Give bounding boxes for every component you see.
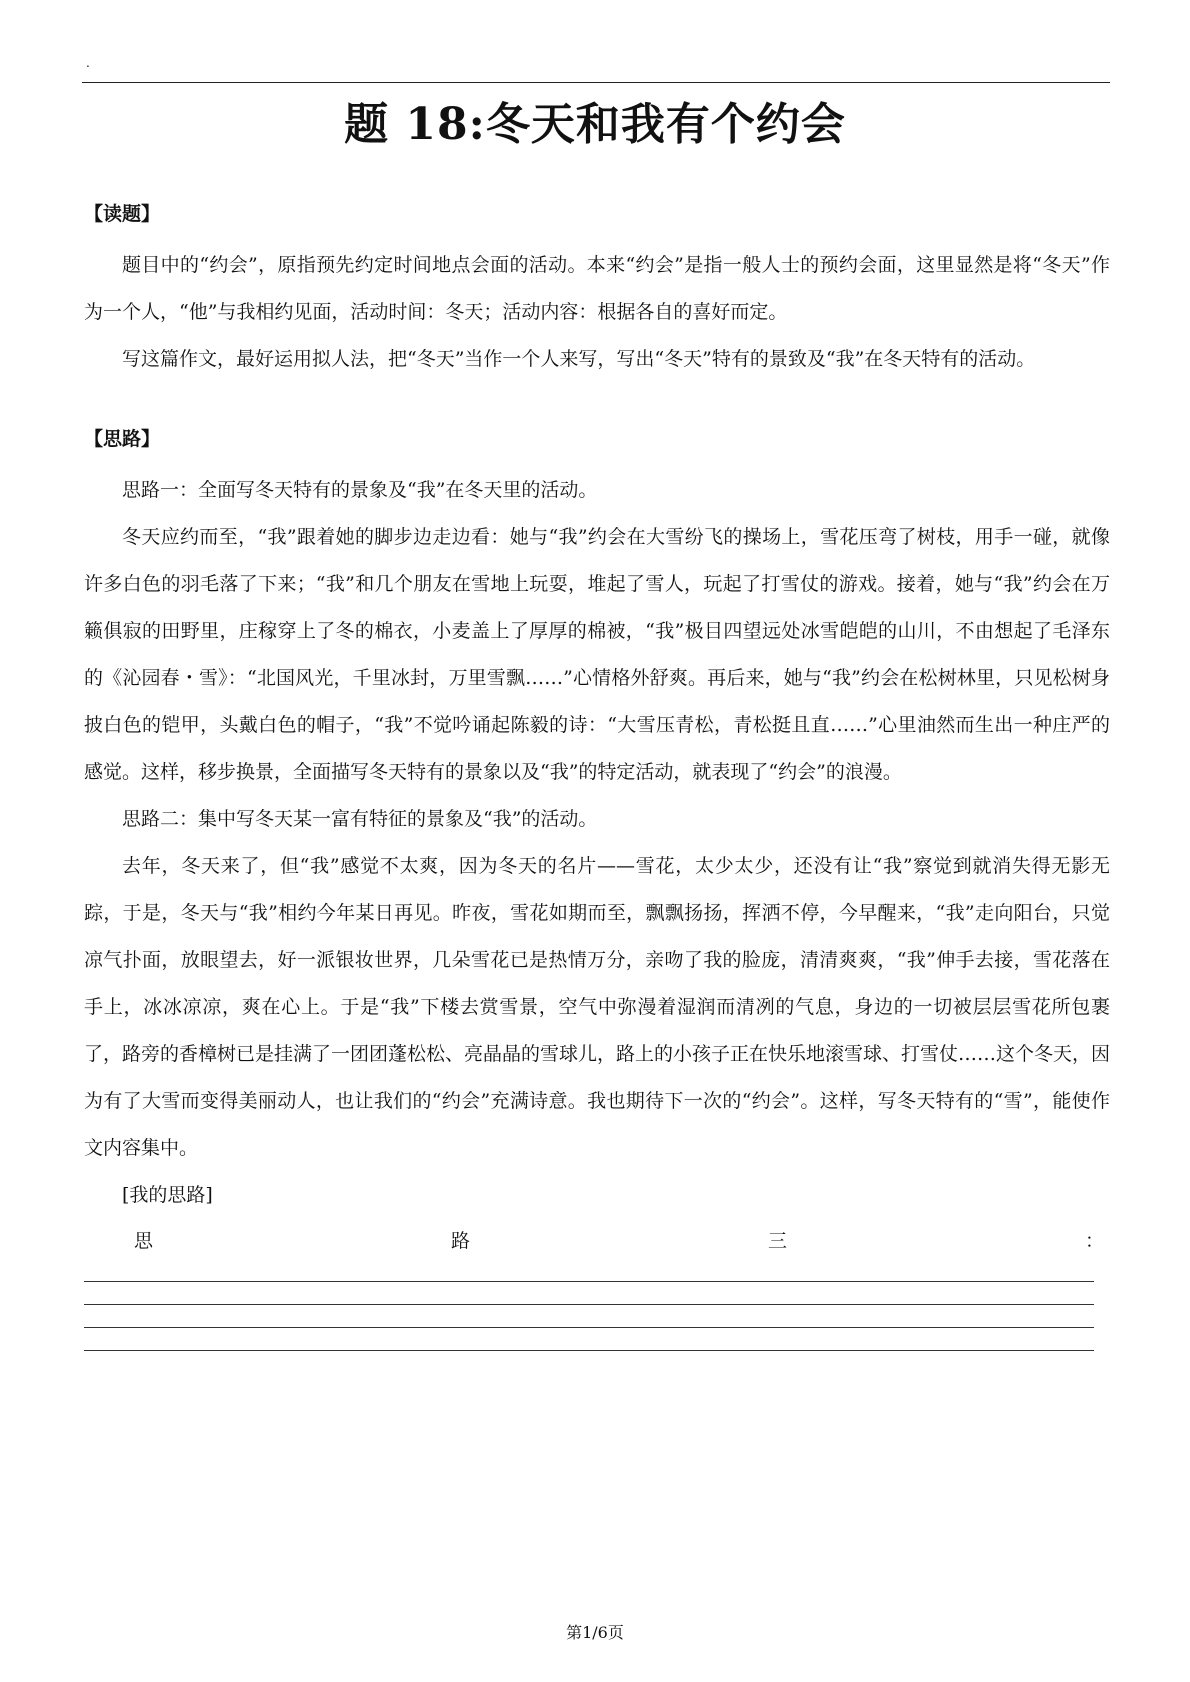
page-title: 题 18:冬天和我有个约会 (344, 99, 846, 150)
idea-three-char-3: 三 (767, 1230, 787, 1252)
idea-three-prompt (84, 1219, 1110, 1263)
idea-one-body: 冬天应约而至，“我”跟着她的脚步边走边看：她与“我”约会在大雪纷飞的操场上，雪花压弯了树枝，用手一碰，就像许多白色的羽毛落了下来；“我”和几个朋友在雪地上玩耍，堆起了雪人，玩起了打雪仗的游戏。接着，她与“我”约会在万籁俱寂的田野里，庄稼穿上了冬的棉衣，小麦盖上了厚厚的棉被，“我”极目四望远处冰雪皑皑的山川，不由想起了毛泽东的《沁园春・雪》：“北国风光，千里冰封，万里雪飘……”心情格外舒爽。再后来，她与“我”约会在松树林里，只见松树身披白色的铠甲，头戴白色的帽子，“我”不觉吟诵起陈毅的诗：“大雪压青松，青松挺且直……”心里油然而生出一种庄严的感觉。这样，移步换景，全面描写冬天特有的景象以及“我”的特定活动，就表现了“约会”的浪漫。 (84, 526, 1110, 783)
idea-two-body: 去年，冬天来了，但“我”感觉不太爽，因为冬天的名片——雪花，太少太少，还没有让“我”察觉到就消失得无影无踪，于是，冬天与“我”相约今年某日再见。昨夜，雪花如期而至，飘飘扬扬，挥洒不停，今早醒来，“我”走向阳台，只觉凉气扑面，放眼望去，好一派银妆世界，几朵雪花已是热情万分，亲吻了我的脸庞，清清爽爽，“我”伸手去接，雪花落在手上，冰冰凉凉，爽在心上。于是“我”下楼去赏雪景，空气中弥漫着湿润而清冽的气息，身边的一切被层层雪花所包裹了，路旁的香樟树已是挂满了一团团蓬松松、亮晶晶的雪球儿，路上的小孩子正在快乐地滚雪球、打雪仗……这个冬天，因为有了大雪而变得美丽动人，也让我们的“约会”充满诗意。我也期待下一次的“约会”。这样，写冬天特有的“雪”，能使作文内容集中。 (84, 855, 1111, 1159)
answer-line-4[interactable] (84, 1350, 1094, 1351)
header-rule (82, 82, 1110, 83)
answer-line-1[interactable] (84, 1281, 1094, 1282)
idea-one-heading: 思路一：全面写冬天特有的景象及“我”在冬天里的活动。 (122, 479, 598, 501)
header-mark: . (86, 56, 90, 70)
my-idea-label: [我的思路] (122, 1184, 213, 1206)
read-paragraph-2: 写这篇作文，最好运用拟人法，把“冬天”当作一个人来写，写出“冬天”特有的景致及“我”在冬天特有的活动。 (122, 348, 1036, 370)
page-number: 第1/6页 (566, 1623, 624, 1642)
section-label-read: 【读题】 (84, 203, 161, 225)
answer-line-2[interactable] (84, 1304, 1094, 1305)
idea-three-char-2: 路 (450, 1230, 470, 1252)
document-body (84, 200, 1110, 1351)
read-paragraph-1: 题目中的“约会”，原指预先约定时间地点会面的活动。本来“约会”是指一般人士的预约会面，这里显然是将“冬天”作为一个人，“他”与我相约见面，活动时间：冬天；活动内容：根据各自的喜好而定。 (84, 254, 1110, 323)
answer-line-3[interactable] (84, 1327, 1094, 1328)
idea-three-colon: ： (1084, 1230, 1104, 1252)
idea-three-char-1: 思 (134, 1230, 154, 1252)
idea-two-heading: 思路二：集中写冬天某一富有特征的景象及“我”的活动。 (122, 808, 598, 830)
section-label-idea: 【思路】 (84, 428, 161, 450)
